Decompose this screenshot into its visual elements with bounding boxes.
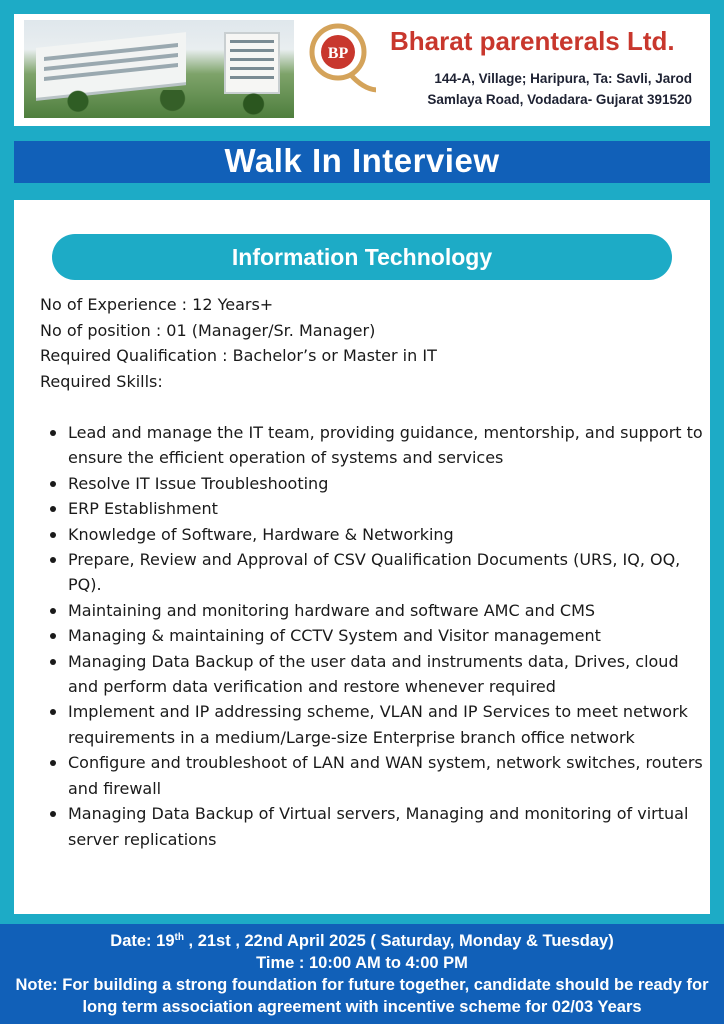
skill-item: Managing & maintaining of CCTV System and Visitor management bbox=[68, 623, 704, 648]
job-panel bbox=[14, 200, 710, 914]
factory-building bbox=[36, 32, 186, 98]
skill-item: Maintaining and monitoring hardware and software AMC and CMS bbox=[68, 598, 704, 623]
skill-item: Lead and manage the IT team, providing guidance, mentorship, and support to ensure the efficient operation of systems and services bbox=[68, 420, 704, 471]
qualification-text: Required Qualification : Bachelor’s or Master in IT bbox=[40, 346, 437, 365]
company-logo-icon bbox=[306, 20, 376, 96]
skills-list bbox=[68, 420, 704, 852]
skill-item: Knowledge of Software, Hardware & Networking bbox=[68, 522, 704, 547]
address-line: Samlaya Road, Vodadara- Gujarat 391520 bbox=[427, 92, 692, 107]
date-rest: , 21st , 22nd April 2025 ( Saturday, Monday & Tuesday) bbox=[183, 932, 614, 950]
department-title: Information Technology bbox=[52, 234, 672, 280]
skill-item: ERP Establishment bbox=[68, 496, 704, 521]
interview-footer bbox=[0, 924, 724, 1024]
skill-item: Configure and troubleshoot of LAN and WAN system, network switches, routers and firewall bbox=[68, 750, 704, 801]
header bbox=[14, 14, 710, 126]
skill-item: Resolve IT Issue Troubleshooting bbox=[68, 471, 704, 496]
skill-item: Implement and IP addressing scheme, VLAN and IP Services to meet network requirements in a medium/Large-size Enterprise branch office network bbox=[68, 699, 704, 750]
trees bbox=[24, 90, 294, 118]
company-name: Bharat parenterals Ltd. bbox=[390, 26, 675, 56]
office-building bbox=[224, 32, 280, 94]
interview-date bbox=[0, 930, 724, 952]
interview-time: Time : 10:00 AM to 4:00 PM bbox=[256, 954, 468, 972]
experience-text: No of Experience : 12 Years+ bbox=[40, 295, 274, 314]
date-ordinal: th bbox=[174, 932, 184, 943]
company-address bbox=[372, 68, 692, 110]
skill-item: Managing Data Backup of the user data and instruments data, Drives, cloud and perform data verification and restore whenever required bbox=[68, 649, 704, 700]
skill-item: Managing Data Backup of Virtual servers, Managing and monitoring of virtual server replications bbox=[68, 801, 704, 852]
date-prefix: Date: 19 bbox=[110, 932, 175, 950]
job-details bbox=[40, 292, 690, 394]
facility-photo bbox=[24, 20, 294, 118]
logo-letters: BP bbox=[327, 45, 349, 62]
address-line: 144-A, Village; Haripura, Ta: Savli, Jarod bbox=[434, 71, 692, 86]
skills-heading: Required Skills: bbox=[40, 371, 163, 391]
interview-note: Note: For building a strong foundation for future together, candidate should be ready for long term association agreement with incentive scheme for 02/03 Years bbox=[15, 976, 709, 1016]
skill-item: Prepare, Review and Approval of CSV Qualification Documents (URS, IQ, OQ, PQ). bbox=[68, 547, 704, 598]
walk-in-banner: Walk In Interview bbox=[14, 141, 710, 183]
positions-text: No of position : 01 (Manager/Sr. Manager) bbox=[40, 320, 376, 340]
